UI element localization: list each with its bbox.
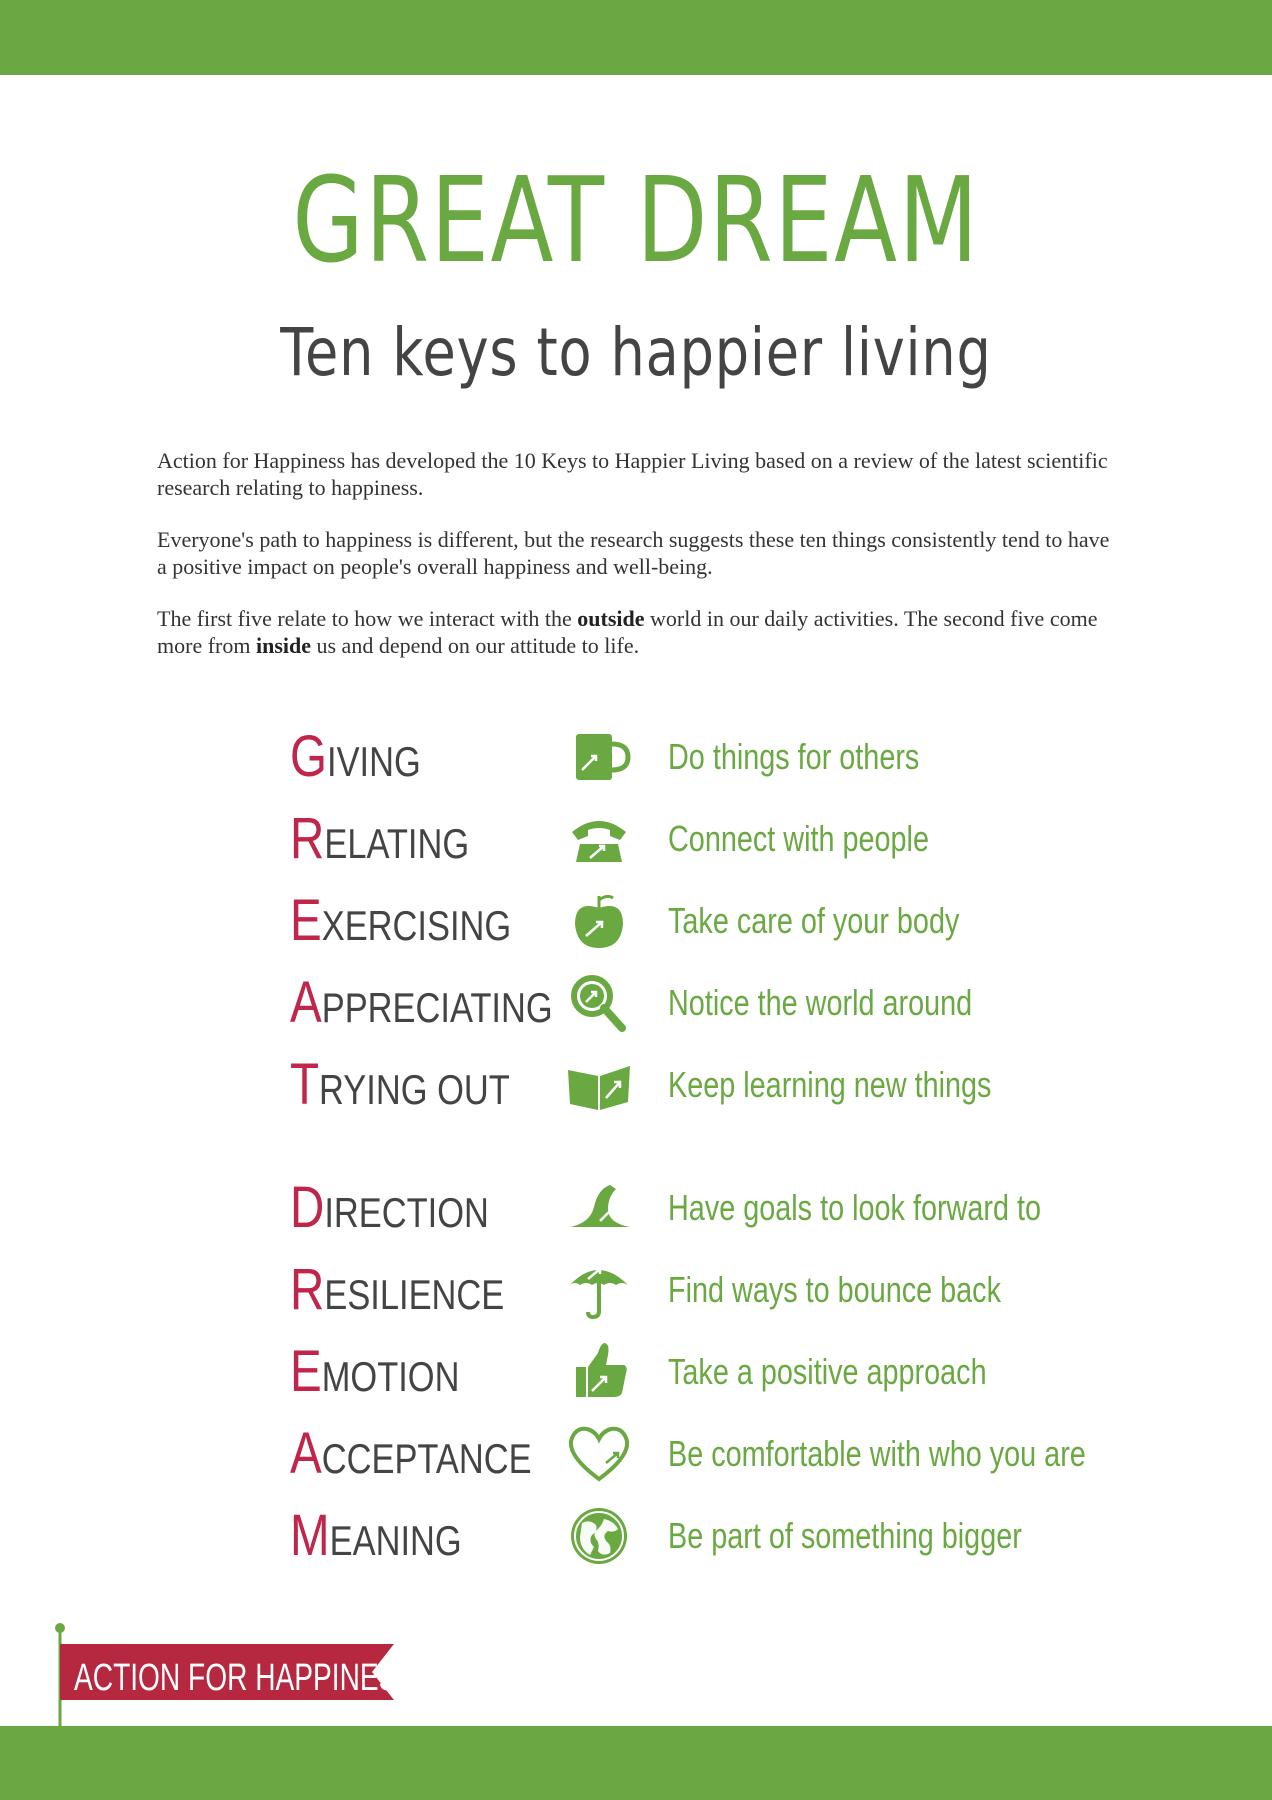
page-title: GREAT DREAM	[292, 151, 980, 289]
key-word	[290, 722, 421, 792]
key-description: Keep learning new things	[668, 1064, 992, 1105]
key-initial: A	[290, 1421, 322, 1486]
key-description: Connect with people	[668, 818, 929, 859]
umbrella-icon	[566, 1259, 632, 1321]
key-initial: T	[290, 1052, 320, 1117]
key-word-rest: EANING	[329, 1517, 462, 1564]
logo-text: ACTION FOR HAPPINESS	[74, 1657, 417, 1699]
key-initial: A	[290, 970, 322, 1035]
key-description: Take a positive approach	[668, 1351, 987, 1392]
key-row-relating	[0, 804, 1272, 874]
key-description: Take care of your body	[668, 900, 960, 941]
key-word	[290, 1050, 510, 1120]
globe-icon	[566, 1505, 632, 1567]
page-subtitle: Ten keys to happier living	[280, 314, 992, 391]
key-description: Have goals to look forward to	[668, 1187, 1041, 1228]
thumbs-up-icon	[566, 1341, 632, 1403]
key-word-rest: ELATING	[324, 820, 470, 867]
key-word	[290, 1255, 504, 1325]
key-row-trying-out	[0, 1050, 1272, 1120]
key-word-rest: MOTION	[321, 1353, 460, 1400]
key-word	[290, 886, 511, 956]
bottom-green-band	[0, 1726, 1272, 1800]
key-initial: R	[290, 1257, 325, 1322]
telephone-icon	[566, 808, 632, 870]
key-initial: G	[290, 724, 328, 789]
key-description: Be part of something bigger	[668, 1515, 1022, 1556]
key-word-rest: XERCISING	[321, 902, 512, 949]
key-initial: R	[290, 806, 325, 871]
key-row-exercising	[0, 886, 1272, 956]
key-word	[290, 1419, 532, 1489]
key-word	[290, 804, 469, 874]
key-description: Notice the world around	[668, 982, 973, 1023]
key-word	[290, 1337, 459, 1407]
key-word	[290, 1501, 462, 1571]
key-word-rest: IRECTION	[324, 1189, 489, 1236]
key-description: Find ways to bounce back	[668, 1269, 1001, 1310]
key-initial: M	[290, 1503, 330, 1568]
key-word	[290, 968, 553, 1038]
key-row-resilience	[0, 1255, 1272, 1325]
key-initial: E	[290, 1339, 322, 1404]
mug-icon	[566, 726, 632, 788]
emphasis-inside: inside	[255, 632, 311, 658]
key-word-rest: ESILIENCE	[324, 1271, 505, 1318]
magnifier-icon	[566, 972, 632, 1034]
key-description: Be comfortable with who you are	[668, 1433, 1086, 1474]
heart-icon	[566, 1423, 632, 1485]
key-row-acceptance	[0, 1419, 1272, 1489]
key-word-rest: RYING OUT	[319, 1066, 510, 1113]
key-word	[290, 1173, 489, 1243]
road-icon	[566, 1177, 632, 1239]
key-word-rest: CCEPTANCE	[321, 1435, 532, 1482]
key-description: Do things for others	[668, 736, 920, 777]
intro-paragraph-3: The first five relate to how we interact with the outside world in our daily activities. The second five come more from inside us and depend on our attitude to life.	[157, 606, 1098, 658]
key-word-rest: PPRECIATING	[321, 984, 553, 1031]
key-row-appreciating	[0, 968, 1272, 1038]
book-icon	[566, 1054, 632, 1116]
intro-paragraph-2: Everyone's path to happiness is different, but the research suggests these ten things consistently tend to have a positive impact on people's overall happiness and well-being.	[157, 527, 1110, 579]
intro-paragraph-1: Action for Happiness has developed the 10 Keys to Happier Living based on a review of the latest scientific research relating to happiness.	[157, 448, 1108, 500]
key-word-rest: IVING	[327, 738, 421, 785]
key-row-emotion	[0, 1337, 1272, 1407]
action-for-happiness-logo	[52, 1620, 417, 1730]
key-row-giving	[0, 722, 1272, 792]
key-initial: E	[290, 888, 322, 953]
apple-icon	[566, 890, 632, 952]
key-row-direction	[0, 1173, 1272, 1243]
emphasis-outside: outside	[577, 606, 645, 631]
key-initial: D	[290, 1175, 325, 1240]
key-row-meaning	[0, 1501, 1272, 1571]
